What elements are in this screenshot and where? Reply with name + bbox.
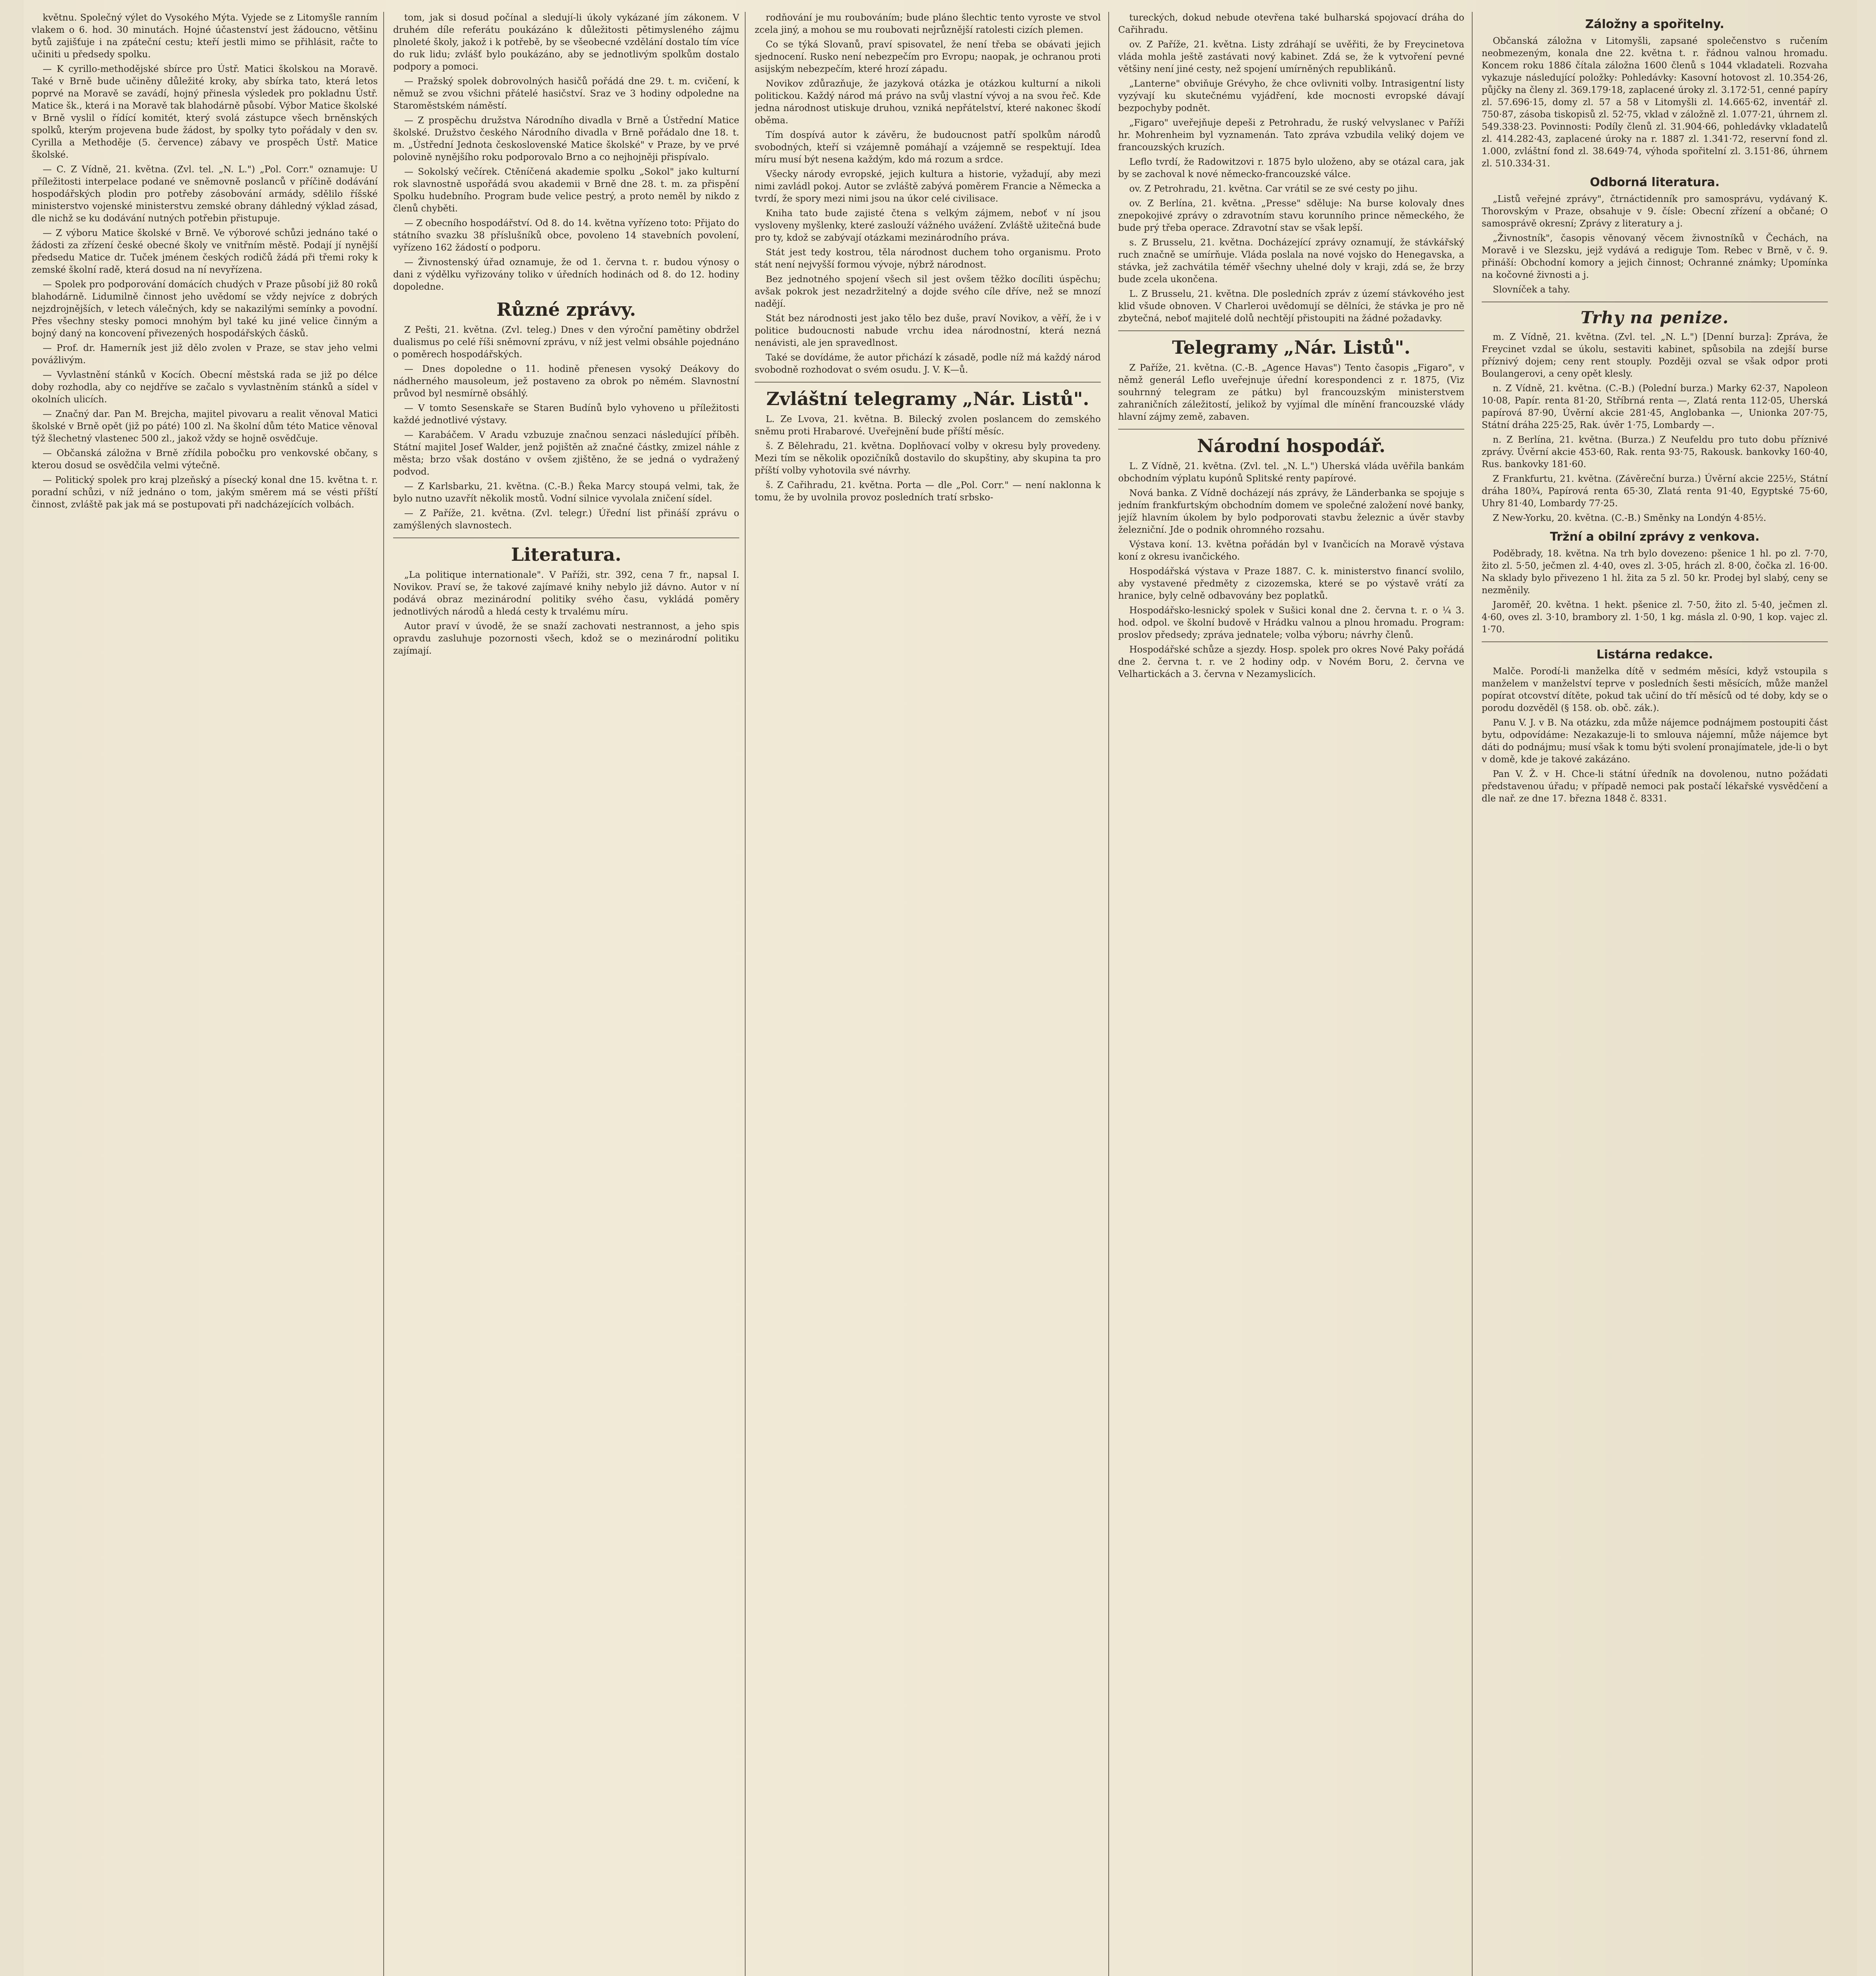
column-4: [1118, 12, 1464, 1976]
article-paragraph: Všecky národy evropské, jejich kultura a historie, vyžadují, aby mezi nimi zavládl pokoj. Autor se zvláště zabývá poměrem Francie a Německa a tvrdí, že spory mezi nimi jsou na úkor celé civilisace.: [755, 169, 1101, 204]
article-paragraph: Z Frankfurtu, 21. května. (Závěreční burza.) Úvěrní akcie 225½, Státní dráha 180¾, Papírová renta 65·30, Zlatá renta 91·40, Egyptské 75·60, Uhry 81·40, Lombardy 77·25.: [1482, 474, 1828, 509]
article-paragraph: Občanská záložna v Litomyšli, zapsané společenstvo s ručením neobmezeným, konala dne 22. května t. r. řádnou valnou hromadu. Koncem roku 1886 čítala záložna 1600 členů s 1044 vkladateli. Rozvaha vykazuje následující položky: Pohledávky: Kasovní hotovost zl. 10.354·26, půjčky na členy zl. 369.179·18, zaplacené úroky zl. 3.172·51, cenné papíry zl. 57.696·15, domy zl. 57 a 58 v Litomyšli zl. 14.665·62, inventář zl. 750·87, zásoba tiskopisů zl. 52·75, vklad v záložně zl. 1.077·21, úhrnem zl. 549.338·23. Povinnosti: Podíly členů zl. 31.904·66, pohledávky vkladatelů zl. 414.282·43, zaplacené úroky na r. 1887 zl. 1.341·72, reservní fond zl. 1.000, zvláštní fond zl. 38.649·74, výhoda spořitelní zl. 3.151·86, úhrnem zl. 510.334·31.: [1482, 36, 1828, 169]
article-paragraph: — Vyvlastnění stánků v Kocích. Obecní městská rada se již po délce doby rozhodla, aby co nejdříve se začalo s vyvlastněním stánků a sídel v okolních ulicích.: [32, 370, 378, 405]
article-paragraph: ov. Z Berlína, 21. května. „Presse" sděluje: Na burse kolovaly dnes znepokojivé zprávy o zdravotním stavu korunního prince německého, že bude prý třeba operace. Zdravotní stav se však lepší.: [1118, 198, 1464, 233]
article-paragraph: — Prof. dr. Hamerník jest již dělo zvolen v Praze, se stav jeho velmi povážlivým.: [32, 343, 378, 366]
article-paragraph: ov. Z Petrohradu, 21. května. Car vrátil se ze své cesty po jihu.: [1129, 184, 1418, 194]
article-paragraph: Stát bez národnosti jest jako tělo bez duše, praví Novikov, a věří, že i v politice budoucnosti nabude vrchu idea národnostní, která nezná nenávisti, ale jen spravedlnost.: [755, 313, 1101, 348]
article-paragraph: n. Z Vídně, 21. května. (C.-B.) (Polední burza.) Marky 62·37, Napoleon 10·08, Papír. renta 81·20, Stříbrná renta —, Zlatá renta 112·05, Uherská papírová 87·90, Úvěrní akcie 281·45, Anglobanka —, Unionka 207·75, Státní dráha 225·25, Rak. úvěr 1·75, Lombardy —.: [1482, 383, 1828, 430]
column-1-body: [32, 12, 378, 511]
article-paragraph: — Pražský spolek dobrovolných hasičů pořádá dne 29. t. m. cvičení, k němuž se zvou všichni přátelé hasičství. Sraz ve 3 hodiny odpoledne na Staroměstském náměstí.: [393, 76, 739, 111]
column-2-section-body: [393, 324, 739, 532]
article-paragraph: — Z výboru Matice školské v Brně. Ve výborové schůzi jednáno také o žádosti za zřízení české obecné školy ve vnitřním městě. Podají jí nynější předsedu Matice dr. Tuček jménem českých rodičů žádá při třemi roky k zemské školní radě, která dosud na ní nevyřízena.: [32, 228, 378, 275]
article-paragraph: „Figaro" uveřejňuje depeši z Petrohradu, že ruský velvyslanec v Paříži hr. Mohrenheim byl vyznamenán. Tato zpráva vzbudila veliký dojem ve francouzských kruzích.: [1118, 118, 1464, 153]
article-paragraph: Pan V. Ž. v H. Chce-li státní úředník na dovolenou, nutno požádati představenou úřadu; v případě nemoci pak postačí lékařské vysvědčení a dle nař. ze dne 17. března 1848 č. 8331.: [1482, 769, 1828, 804]
article-paragraph: rodňování je mu roubováním; bude pláno šlechtic tento vyroste ve stvol zcela jiný, a mohou se mu roubovati nejrůznější ratolesti cizích plemen.: [755, 13, 1101, 35]
column-5-section4-body: [1482, 548, 1828, 636]
article-paragraph: Hospodářské schůze a sjezdy. Hosp. spolek pro okres Nové Paky pořádá dne 2. června t. r. ve 2 hodiny odp. v Novém Boru, 2. června ve Velhartickách a 3. června v Nezamyslicích.: [1118, 645, 1464, 679]
article-paragraph: — Z Karlsbarku, 21. května. (C.-B.) Řeka Marcy stoupá velmi, tak, že bylo nutno uzavřít několik mostů. Vodní silnice vyvolala zničení sídel.: [393, 481, 739, 504]
article-paragraph: Hospodářsko-lesnický spolek v Sušici konal dne 2. června t. r. o ¼ 3. hod. odpol. ve školní budově v Hrádku valnou a plnou hromadu. Program: proslov předsedy; zpráva jednatele; volba výboru; návrhy členů.: [1118, 605, 1464, 640]
article-paragraph: „Živnostník", časopis věnovaný věcem živnostníků v Čechách, na Moravě i ve Slezsku, jejž vydává a rediguje Tom. Rebec v Brně, v č. 9. přináší: Obchodní komory a jejich činnost; Ochranné známky; Upomínka na kočovné živnosti a j.: [1482, 233, 1828, 280]
divider: [393, 537, 739, 538]
column-3-section-body: [755, 413, 1101, 504]
article-paragraph: květnu. Společný výlet do Vysokého Mýta. Vyjede se z Litomyšle ranním vlakem o 6. hod. 30 minutách. Hojné účastenství jest žádoucno, většinu bytů zajišťuje i na zpáteční cestu; kteří jestli mimo se přihlásit, račte to učiniti u předsedy spolku.: [32, 13, 378, 60]
divider: [755, 382, 1101, 383]
section-heading-ruzne-zpravy: Různé zprávy.: [496, 299, 636, 320]
column-2: [393, 12, 739, 1976]
article-paragraph: Novikov zdůrazňuje, že jazyková otázka je otázkou kulturní a nikoli politickou. Každý národ má právo na svůj vlastní vývoj a na svou řeč. Kde jedna národnost utiskuje druhou, vzniká nepřátelství, které nakonec škodí oběma.: [755, 79, 1101, 126]
article-paragraph: L. Z Brusselu, 21. května. Dle posledních zpráv z území stávkového jest klid všude obnoven. V Charleroi uvědomují se dělníci, že stávka je pro ně zbytečná, neboť majitelé dolů nechtějí přistoupiti na žádné požadavky.: [1118, 289, 1464, 324]
article-paragraph: Tím dospívá autor k závěru, že budoucnost patří spolkům národů svobodných, kteří si vzájemně pomáhají a vzájemně se respektují. Idea míru musí být nesena každým, kdo má rozum a srdce.: [755, 130, 1101, 165]
article-paragraph: ov. Z Paříže, 21. května. Listy zdráhají se uvěřiti, že by Freycinetova vláda mohla ještě zastávati nový kabinet. Zdá se, že k vytvoření pevné většiny není jiné cesty, než spojení umírněných republikánů.: [1118, 40, 1464, 74]
section-heading-trzni-zpravy: Tržní a obilní zprávy z venkova.: [1550, 530, 1760, 544]
article-paragraph: — Dnes dopoledne o 11. hodině přenesen vysoký Deákovy do nádherného mausoleum, jež postaveno za obrok po němém. Slavnostní průvod byl nesmírně obsáhlý.: [393, 364, 739, 399]
article-paragraph: s. Z Brusselu, 21. května. Docházející zprávy oznamují, že stávkářský ruch značně se umírňuje. Vláda poslala na nové vojsko do Henegavska, a stávka, jež zachvátila téměř všechny uhelné doly v kraji, zdá se, že brzy bude zcela ukončena.: [1118, 238, 1464, 285]
section-heading-narodni-hospodar: Národní hospodář.: [1197, 435, 1386, 456]
column-5-section2-body: [1482, 193, 1828, 296]
column-rule: [745, 12, 746, 1976]
column-4-body: [1118, 12, 1464, 325]
divider: [1118, 330, 1464, 331]
section-heading-telegramy: Telegramy „Nár. Listů".: [1172, 337, 1411, 358]
article-paragraph: Autor praví v úvodě, že se snaží zachovati nestrannost, a jeho spis opravdu zasluhuje pozornosti všech, kdož se o mezinárodní politiku zajímají.: [393, 621, 739, 656]
article-paragraph: Hospodářská výstava v Praze 1887. C. k. ministerstvo financí svolilo, aby vystavené předměty z cizozemska, které se po výstavě vrátí za hranice, byly celně odbavovány bez poplatků.: [1118, 566, 1464, 601]
column-3: [755, 12, 1101, 1976]
column-5-body: [1482, 35, 1828, 170]
column-1: [32, 12, 378, 1976]
article-paragraph: — V tomto Sesenskaře se Staren Budínů bylo vyhoveno u příležitosti každé jednotlivé výstavy.: [393, 403, 739, 426]
article-paragraph: „La politique internationale". V Paříži, str. 392, cena 7 fr., napsal I. Novikov. Praví se, že takové zajímavé knihy nebylo již dávno. Autor v ní podává obraz mezinárodní politiky svého času, vykládá poměry jednotlivých národů a hledá cesty k trvalému míru.: [393, 570, 739, 617]
article-paragraph: tureckých, dokud nebude otevřena také bulharská spojovací dráha do Cařihradu.: [1118, 13, 1464, 35]
article-paragraph: m. Z Vídně, 21. května. (Zvl. tel. „N. L.") [Denní burza]: Zpráva, že Freycinet vzdal se úkolu, sestaviti kabinet, spůsobila na zdejší burse příznivý dojem; ceny rent stouply. Později ozval se však odpor proti Boulangerovi, a ceny opět klesly.: [1482, 332, 1828, 379]
article-paragraph: — Z Paříže, 21. května. (Zvl. telegr.) Úřední list přináší zprávu o zamýšlených slavnostech.: [393, 508, 739, 531]
column-5: [1482, 12, 1828, 1976]
article-paragraph: Výstava koní. 13. května pořádán byl v Ivančicích na Moravě výstava koní z okresu ivančického.: [1118, 539, 1464, 562]
newspaper-page: [24, 0, 1857, 1976]
article-paragraph: „Listů veřejné zprávy", čtrnáctidenník pro samosprávu, vydávaný K. Thorovským v Praze, obsahuje v 9. čísle: Obecní zřízení a občané; O samosprávě okresní; Zprávy z literatury a j.: [1482, 194, 1828, 229]
section-heading-odborna-literatura: Odborná literatura.: [1590, 175, 1720, 189]
article-paragraph: — Živnostenský úřad oznamuje, že od 1. června t. r. budou výnosy o dani z výdělku vyřizovány toliko v úředních hodinách od 8. do 12. hodiny dopoledne.: [393, 257, 739, 292]
column-rule: [1108, 12, 1109, 1976]
section-heading-listarna-redakce: Listárna redakce.: [1596, 648, 1713, 662]
column-3-body: [755, 12, 1101, 376]
section-heading-zalozny: Záložny a spořitelny.: [1585, 17, 1724, 31]
article-paragraph: — Politický spolek pro kraj plzeňský a písecký konal dne 15. května t. r. poradní schůzi, v níž jednáno o tom, jakým směrem má se vésti příští činnost, zvláště pak jak má se postupovati při nadcházejících volbách.: [32, 475, 378, 510]
article-paragraph: Stát jest tedy kostrou, těla národnost duchem toho organismu. Proto stát není nejvyšší formou vývoje, nýbrž národnost.: [755, 247, 1101, 270]
column-5-section3-body: [1482, 331, 1828, 524]
article-paragraph: — Z obecního hospodářství. Od 8. do 14. května vyřízeno toto: Přijato do státního svazku 38 příslušníků obce, povoleno 14 stavebních povolení, vyřízeno 162 žádostí o podporu.: [393, 218, 739, 253]
article-paragraph: Kniha tato bude zajisté čtena s velkým zájmem, neboť v ní jsou vysloveny myšlenky, které zaslouží vážného uvážení. Zvláště užitečná bude pro ty, kdož se zabývají otázkami mezinárodního práva.: [755, 208, 1101, 243]
article-paragraph: — Karabáčem. V Aradu vzbuzuje značnou senzaci následující příběh. Státní majitel Josef Walder, jenž pojištěn až značné částky, zmizel náhle z města; brzo však dostáno v ovšem zjištěno, že se jedná o vydražený podvod.: [393, 430, 739, 477]
article-paragraph: Jaroměř, 20. května. 1 hekt. pšenice zl. 7·50, žito zl. 5·40, ječmen zl. 4·60, oves zl. 3·10, brambory zl. 1·50, 1 kg. másla zl. 0·90, 1 kop. vajec zl. 1·70.: [1482, 600, 1828, 635]
article-paragraph: L. Ze Lvova, 21. května. B. Bilecký zvolen poslancem do zemského sněmu proti Hrabarové. Uveřejnění bude příští měsíc.: [755, 414, 1101, 437]
article-paragraph: — Značný dar. Pan M. Brejcha, majitel pivovaru a realit věnoval Matici školské v Brně opět (již po páté) 100 zl. Na školní dům této Matice věnoval týž šlechetný vlastenec 500 zl., jakož vždy se hojně osvědčuje.: [32, 409, 378, 444]
column-2-section2-body: [393, 569, 739, 657]
article-paragraph: Bez jednotného spojení všech sil jest ovšem těžko docíliti úspěchu; avšak pokrok jest nezadržitelný a dojde svého cíle dříve, než se mnozí nadějí.: [755, 274, 1101, 309]
article-paragraph: Také se dovídáme, že autor přichází k zásadě, podle níž má každý národ svobodně rozhodovat o svém osudu. J. V. K—ů.: [755, 353, 1101, 375]
article-paragraph: — Spolek pro podporování domácích chudých v Praze působí již 80 roků blahodárně. Lidumilně činnost jeho uvědomí se vždy nejvíce z dobrých nejzdrojnějších, v letech válečných, kdy se nakazilými semínky a povodní. Přes všechny stesky pomoci mnohým byl také ku jiné velice činným a bojný daný na koncovení přivezených hospodářských čásků.: [32, 279, 378, 339]
column-5-section5-body: [1482, 666, 1828, 805]
column-2-body: [393, 12, 739, 293]
column-4-section-body: [1118, 362, 1464, 423]
article-paragraph: tom, jak si dosud počínal a sledují-li úkoly vykázané jím zákonem. V druhém díle referátu poukázáno k důležitosti pětimysleného zájmu plnoleté školy, jakož i k potřebě, by se všeobecné vzdělání dostalo tím více do ruk lidu; zvlášť bylo poukázáno, aby se jednotlivým spolkům dostalo podpory a pomoci.: [393, 13, 739, 72]
article-paragraph: — Z prospěchu družstva Národního divadla v Brně a Ústřední Matice školské. Družstvo českého Národního divadla v Brně pořádalo dne 18. t. m. „Ústřední Jednota československé Matice školské" v Praze, by ve prvé polovině nynějšího roku podporovalo Brno a co nejhojněji přispívalo.: [393, 115, 739, 162]
section-heading-trhy-na-penize: Trhy na penize.: [1580, 308, 1729, 327]
article-paragraph: Co se týká Slovanů, praví spisovatel, že není třeba se obávati jejich sjednocení. Rusko není nebezpečím pro Evropu; naopak, je ochranou proti asijským nebezpečím, které hrozí západu.: [755, 40, 1101, 74]
article-paragraph: š. Z Cařihradu, 21. května. Porta — dle „Pol. Corr." — není naklonna k tomu, že by uvolnila provoz posledních tratí srbsko-: [755, 480, 1101, 503]
article-paragraph: Nová banka. Z Vídně docházejí nás zprávy, že Länderbanka se spojuje s jedním frankfurtským obchodním domem ve společné založení nové banky, jejíž hlavním úkolem by bylo podporovati stavbu železnic a úvěr stavby železniční. Jde o podnik ohromného rozsahu.: [1118, 488, 1464, 535]
column-4-section2-body: [1118, 460, 1464, 681]
article-paragraph: n. Z Berlína, 21. května. (Burza.) Z Neufeldu pro tuto dobu příznivé zprávy. Úvěrní akcie 453·60, Rak. renta 93·75, Rakousk. bankovky 160·40, Rus. bankovky 181·60.: [1482, 435, 1828, 469]
article-paragraph: Panu V. J. v B. Na otázku, zda může nájemce podnájmem postoupiti část bytu, odpovídáme: Nezakazuje-li to smlouva nájemní, může nájemce byt dáti do podnájmu; musí však k tomu býti svolení pronajímatele, jde-li o byt v domě, kde je takové zakázáno.: [1482, 718, 1828, 765]
article-paragraph: Malče. Porodí-li manželka dítě v sedmém měsíci, když vstoupila s manželem v manželství teprve v posledních šesti měsících, může manžel popírat otcovství dítěte, pokud tak učiní do tří měsíců od té doby, kdy se o porodu dozvěděl (§ 158. ob. obč. zák.).: [1482, 666, 1828, 713]
article-paragraph: Z Paříže, 21. května. (C.-B. „Agence Havas") Tento časopis „Figaro", v němž generál Leflo uveřejnuje úřední korespondenci z r. 1875, (Viz souhrnný telegram ze pátku) byl francouzským ministerstvem zahraničních záležitostí, jelikož by vyjímal dle mínění francouzské vlády hlavní zájmy země, zabaven.: [1118, 363, 1464, 422]
article-paragraph: š. Z Bělehradu, 21. května. Doplňovací volby v okresu byly provedeny. Mezi tím se několik opozičníků dostavilo do skupštiny, aby skupina ta pro příští volby vyhotovila své návrhy.: [755, 441, 1101, 476]
divider: [1482, 641, 1828, 642]
article-paragraph: L. Z Vídně, 21. května. (Zvl. tel. „N. L.") Uherská vláda uvěřila bankám obchodním výplatu kupónů Splitské renty papírové.: [1118, 461, 1464, 484]
article-paragraph: Z New-Yorku, 20. května. (C.-B.) Směnky na Londýn 4·85½.: [1493, 513, 1767, 523]
article-paragraph: — Sokolský večírek. Ctěníčená akademie spolku „Sokol" jako kulturní rok slavnostně uspořádá svou akademii v Brně dne 28. t. m. za přispění Spolku hudebního. Program bude velice pestrý, a proto neměl by nikdo z členů chyběti.: [393, 167, 739, 214]
article-paragraph: Leflo tvrdí, že Radowitzovi r. 1875 bylo uloženo, aby se otázal cara, jak by se zachoval k nové německo-francouzské válce.: [1118, 157, 1464, 179]
divider: [1118, 429, 1464, 430]
article-paragraph: Poděbrady, 18. května. Na trh bylo dovezeno: pšenice 1 hl. po zl. 7·70, žito zl. 5·50, ječmen zl. 4·40, oves zl. 3·05, hrách zl. 8·00, čočka zl. 16·00. Na sklady bylo přivezeno 1 hl. žita za 5 zl. 50 kr. Prodej byl slabý, ceny se nezměnily.: [1482, 549, 1828, 596]
article-paragraph: — C. Z Vídně, 21. května. (Zvl. tel. „N. L.") „Pol. Corr." oznamuje: U příležitosti interpelace podané ve sněmovně poslanců v příčině dodávání hospodářských plodin pro potřeby zásobování armády, sdělilo říšské ministerstvo vojenské ministerstvu zemské obrany dáhledný výklad zásad, dle nichž se ku dodávání nutných potřebin přistupuje.: [32, 164, 378, 224]
article-paragraph: Slovníček a tahy.: [1493, 285, 1570, 295]
section-heading-literatura: Literatura.: [511, 544, 622, 565]
section-heading-zvlastni-telegramy: Zvláštní telegramy „Nár. Listů".: [766, 388, 1089, 409]
article-paragraph: — Občanská záložna v Brně zřídila pobočku pro venkovské občany, s kterou dosud se osvědčila velmi výtečně.: [32, 448, 378, 471]
article-paragraph: — K cyrillo-methodějské sbírce pro Ústř. Matici školskou na Moravě. Také v Brně bude učiněny důležité kroky, aby sbírka tato, která letos poprvé na Moravě se zavádí, hojný přinesla výsledek pro pokladnu Ústř. Matice šk., která i na Moravě tak blahodárně působí. Výbor Matice školské v Brně vyslil o řídící komitét, který svolá zástupce všech brněnských spolků, kterým projevena bude žádost, by spolky tyto pořádaly v den sv. Cyrilla a Methoděje (5. července) zábavy ve prospěch Ústř. Matice školské.: [32, 64, 378, 160]
article-paragraph: „Lanterne" obviňuje Grévyho, že chce ovlivniti volby. Intrasigentní listy vyzývají ku skutečnému vyjádření, kde mocnosti evropské dávají bezpochyby podnět.: [1118, 79, 1464, 113]
article-paragraph: Z Pešti, 21. května. (Zvl. teleg.) Dnes v den výroční pamětiny obdržel dualismus po celé říši sněmovní zprávu, v níž jest velmi obsáhle pojednáno o poměrech hospodářských.: [393, 325, 739, 360]
column-rule: [383, 12, 384, 1976]
column-rule: [1472, 12, 1473, 1976]
